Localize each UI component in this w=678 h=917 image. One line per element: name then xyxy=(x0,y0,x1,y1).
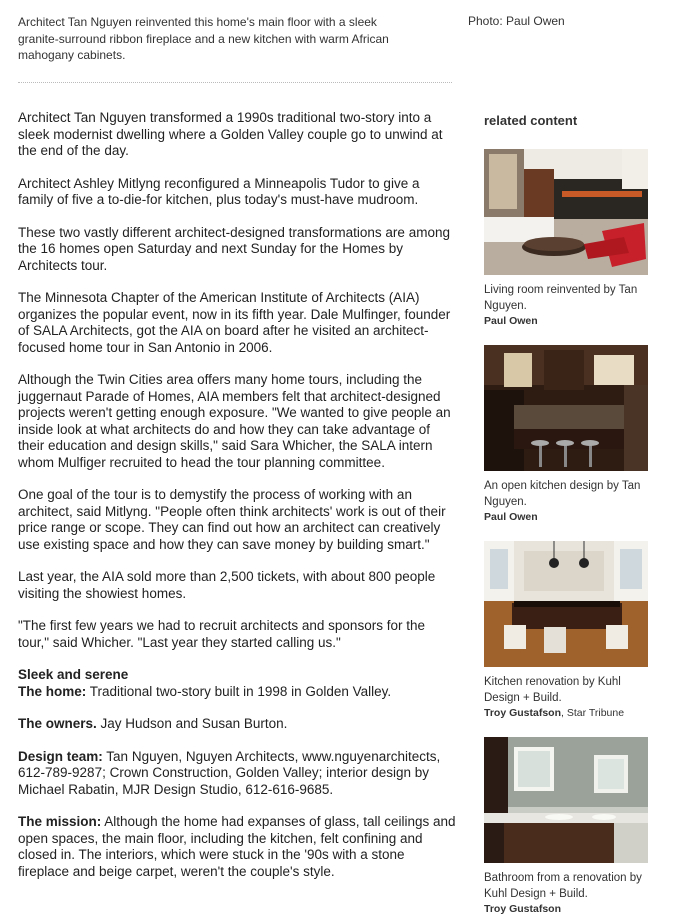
fact-owners xyxy=(18,716,458,733)
credit-name: Troy Gustafson xyxy=(484,707,562,719)
article-paragraph: Although the Twin Cities area offers many home tours, including the juggernaut Parade of Homes, AIA members felt that architect-designed projects weren't getting enough exposure. "We wanted to give people an inside look at what architects do and how they can take advantage of their education and design skills," said Sara Whicher, the SALA intern whom Mulfiger recruited to head the tour planning committee. xyxy=(18,372,451,470)
related-item[interactable] xyxy=(484,541,648,719)
related-item-caption[interactable]: Living room reinvented by Tan Nguyen. xyxy=(484,284,638,312)
related-item-caption[interactable]: An open kitchen design by Tan Nguyen. xyxy=(484,480,641,508)
related-item[interactable] xyxy=(484,345,648,523)
related-item-caption[interactable]: Bathroom from a renovation by Kuhl Design + Build. xyxy=(484,872,642,900)
related-content-sidebar xyxy=(484,113,648,915)
credit-org: , Star Tribune xyxy=(561,707,625,719)
article-paragraph: Last year, the AIA sold more than 2,500 tickets, with about 800 people visiting the showiest homes. xyxy=(18,569,436,601)
fact-label: The home: xyxy=(18,683,87,699)
article-body xyxy=(18,110,458,896)
credit-name: Paul Owen xyxy=(484,315,538,327)
fact-mission xyxy=(18,814,458,880)
fact-value: Tan Nguyen, Nguyen Architects, www.nguyenarchitects, 612-789-9287; Crown Construction, Golden Valley; interior design by Michael Rabatin, MJR Design Studio, 612-616-9685. xyxy=(18,748,441,797)
fact-home xyxy=(18,684,458,701)
credit-name: Paul Owen xyxy=(484,511,538,523)
bathroom-thumbnail[interactable] xyxy=(484,737,648,863)
sidebar-title: related content xyxy=(484,113,578,128)
fact-value: Jay Hudson and Susan Burton. xyxy=(100,716,288,731)
photo-credit: Photo: Paul Owen xyxy=(468,14,565,28)
section-subhead: Sleek and serene xyxy=(18,667,129,682)
article-paragraph: "The first few years we had to recruit architects and sponsors for the tour," said Whicher. "Last year they started calling us." xyxy=(18,618,425,650)
article-paragraph: One goal of the tour is to demystify the process of working with an architect, said Mitlyng. "People often think architects' work is out of their price range or scope. They can find out how an architect can creatively use existing space and how they can save money by building smart." xyxy=(18,487,446,552)
living-room-thumbnail[interactable] xyxy=(484,149,648,275)
photo-caption-text: Architect Tan Nguyen reinvented this home's main floor with a sleek granite-surround ribbon fireplace and a new kitchen with warm African mahogany cabinets. xyxy=(18,15,389,62)
credit-name: Troy Gustafson xyxy=(484,903,562,915)
kitchen-renovation-thumbnail[interactable] xyxy=(484,541,648,667)
related-item-credit xyxy=(484,707,648,719)
article-paragraph: Architect Ashley Mitlyng reconfigured a Minneapolis Tudor to give a family of five a to-die-for kitchen, plus today's must-have mudroom. xyxy=(18,175,420,207)
fact-label: The mission: xyxy=(18,814,102,829)
fact-value: Traditional two-story built in 1998 in Golden Valley. xyxy=(89,683,392,699)
article-paragraph: The Minnesota Chapter of the American Institute of Architects (AIA) organizes the popular event, now in its fifth year. Dale Mulfinger, founder of SALA Architects, got the AIA on board after he visited an architect-focused home tour in San Antonio in 2006. xyxy=(18,290,451,355)
fact-label: The owners. xyxy=(18,716,97,731)
fact-value: Although the home had expanses of glass, tall ceilings and open spaces, the main floor, including the kitchen, felt confining and closed in. The interiors, which were stuck in the '90s with a stone fireplace and beige carpet, weren't the couple's style. xyxy=(18,814,456,879)
fact-team xyxy=(18,749,458,799)
related-item-caption[interactable]: Kitchen renovation by Kuhl Design + Build. xyxy=(484,676,621,704)
related-item-credit xyxy=(484,903,648,915)
related-item-credit xyxy=(484,511,648,523)
fact-label: Design team: xyxy=(18,748,103,764)
article-paragraph: Architect Tan Nguyen transformed a 1990s traditional two-story into a sleek modernist dwelling where a Golden Valley couple go to unwind at the end of the day. xyxy=(18,110,443,158)
kitchen-thumbnail[interactable] xyxy=(484,345,648,471)
divider xyxy=(18,82,452,83)
related-item-credit xyxy=(484,315,648,327)
article-paragraph: These two vastly different architect-designed transformations are among the 16 homes open Saturday and next Sunday for the Homes by Architects tour. xyxy=(18,224,450,273)
related-item[interactable] xyxy=(484,737,648,915)
related-item[interactable] xyxy=(484,149,648,327)
